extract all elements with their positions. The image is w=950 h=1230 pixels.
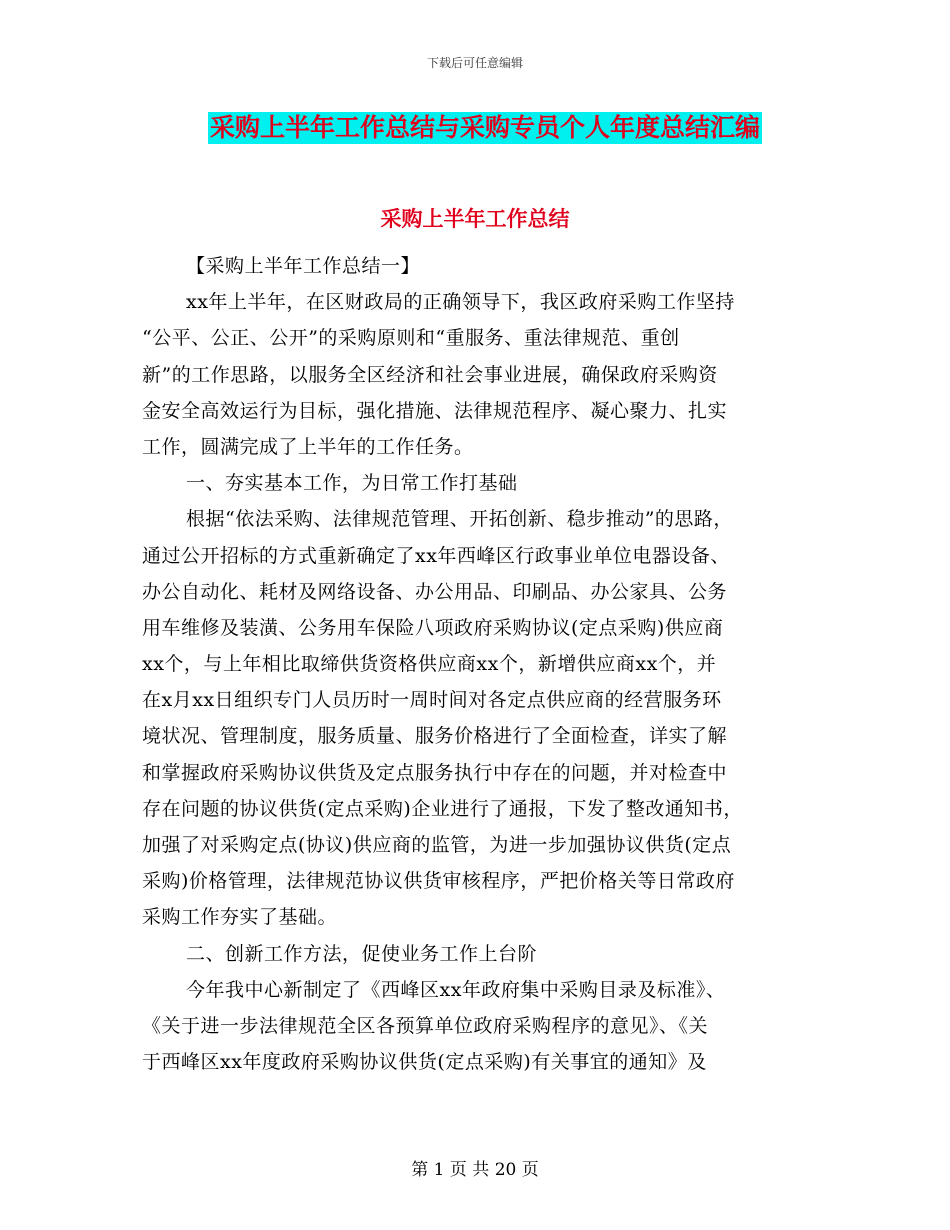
section-title: 采购上半年工作总结 xyxy=(380,207,570,231)
text-line: 采购)价格管理，法律规范协议供货审核程序，严把价格关等日常政府 xyxy=(142,870,735,893)
document-title: 采购上半年工作总结与采购专员个人年度总结汇编 xyxy=(210,113,761,142)
text-line: 用车维修及装潢、公务用车保险八项政府采购协议(定点采购)供应商 xyxy=(142,616,724,639)
text-line: 加强了对采购定点(协议)供应商的监管，为进一步加强协议供货(定点 xyxy=(142,834,732,856)
text-line: 《关于进一步法律规范全区各预算单位政府采购程序的意见》、《关 xyxy=(142,1014,709,1037)
text-line: 办公自动化、耗材及网络设备、办公用品、印刷品、办公家具、公务 xyxy=(142,580,728,603)
text-line: 工作，圆满完成了上半年的工作任务。 xyxy=(142,435,474,458)
body-text xyxy=(142,248,810,1080)
text-line: “公平、公正、公开”的采购原则和“重服务、重法律规范、重创 xyxy=(142,327,680,350)
text-line: 二、创新工作方法，促使业务工作上台阶 xyxy=(186,942,538,965)
text-line: 一、夯实基本工作，为日常工作打基础 xyxy=(186,472,518,495)
header-note: 下载后可任意编辑 xyxy=(426,56,523,70)
text-line: xx个，与上年相比取缔供货资格供应商xx个，新增供应商xx个，并 xyxy=(142,653,717,676)
text-line: 和掌握政府采购协议供货及定点服务执行中存在的问题，并对检查中 xyxy=(142,761,728,784)
text-line: 金安全高效运行为目标，强化措施、法律规范程序、凝心聚力、扎实 xyxy=(142,399,728,422)
text-line: xx年上半年，在区财政局的正确领导下，我区政府采购工作坚持 xyxy=(186,291,735,314)
text-line: 通过公开招标的方式重新确定了xx年西峰区行政事业单位电器设备、 xyxy=(142,544,730,567)
text-line: 新”的工作思路，以服务全区经济和社会事业进展，确保政府采购资 xyxy=(142,363,718,386)
text-line: 根据“依法采购、法律规范管理、开拓创新、稳步推动”的思路， xyxy=(186,508,733,531)
page-footer: 第 1 页 共 20 页 xyxy=(411,1160,539,1180)
text-line: 采购工作夯实了基础。 xyxy=(142,906,338,929)
text-line: 存在问题的协议供货(定点采购)企业进行了通报，下发了整改通知书， xyxy=(142,797,743,820)
text-line: 于西峰区xx年度政府采购协议供货(定点采购)有关事宜的通知》及 xyxy=(142,1051,707,1074)
text-line: 今年我中心新制定了《西峰区xx年政府集中采购目录及标准》、 xyxy=(186,978,726,1001)
text-line: 在x月xx日组织专门人员历时一周时间对各定点供应商的经营服务环 xyxy=(142,689,722,712)
text-line: 【采购上半年工作总结一】 xyxy=(186,255,421,277)
text-line: 境状况、管理制度，服务质量、服务价格进行了全面检查，详实了解 xyxy=(142,725,728,748)
